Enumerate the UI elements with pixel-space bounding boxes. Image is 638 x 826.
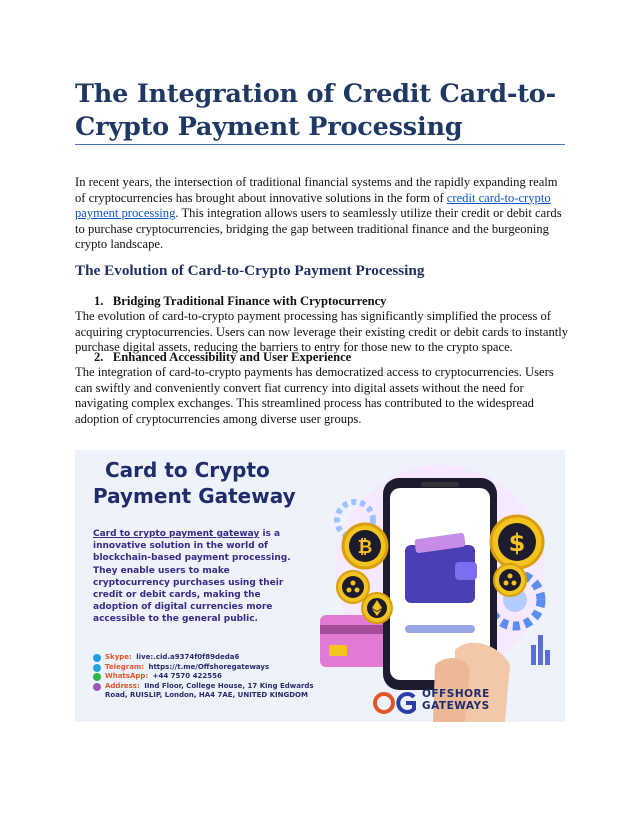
banner-description <box>93 528 308 626</box>
list-heading-text-2: Enhanced Accessibility and User Experience <box>112 350 352 364</box>
whatsapp-icon <box>93 673 101 681</box>
title-underline-rule <box>75 144 565 145</box>
contact-value-skype: live:.cid.a9374f0f89deda6 <box>136 653 240 661</box>
card-to-crypto-banner-image <box>75 450 565 722</box>
ripple-coin-icon-right <box>494 564 526 596</box>
phone-crypto-illustration <box>305 450 565 722</box>
list-item-heading-1 <box>94 294 386 309</box>
title-line-1: The Integration of Credit Card-to- <box>75 79 556 109</box>
offshore-gateways-logo-icon <box>372 691 418 715</box>
list-item-heading-2 <box>94 350 351 365</box>
banner-heading-line-1: Card to Crypto <box>105 458 270 482</box>
contact-key-skype: Skype: <box>105 653 132 661</box>
bar-chart-icon <box>531 645 536 665</box>
contact-value-whatsapp: +44 7570 422556 <box>152 672 222 680</box>
list-number-2: 2. <box>94 350 104 364</box>
dollar-coin-icon <box>491 516 543 568</box>
logo-line-1: OFFSHORE <box>422 688 490 700</box>
bitcoin-coin-icon <box>343 524 387 568</box>
credit-card-to-crypto-link[interactable]: credit card-to-crypto payment processing <box>75 190 551 221</box>
list-number-1: 1. <box>94 294 104 308</box>
list-item-body-1: The evolution of card-to-crypto payment processing has significantly simplified the process of acquiring cryptocurrencies. Users can now leverage their existing credit or debit cards to instantly purchase digital assets, reducing the barriers to entry for those new to the crypto space. <box>75 309 569 355</box>
telegram-icon <box>93 664 101 672</box>
ethereum-coin-icon <box>362 593 392 623</box>
skype-icon <box>93 654 101 662</box>
contact-key-whatsapp: WhatsApp: <box>105 672 149 680</box>
contact-value-telegram: https://t.me/Offshoregateways <box>148 662 270 671</box>
contact-key-telegram: Telegram: <box>105 662 145 671</box>
title-line-2: Crypto Payment Processing <box>75 112 463 142</box>
intro-paragraph <box>75 175 570 253</box>
list-heading-text-1: Bridging Traditional Finance with Cryptocurrency <box>112 294 387 308</box>
location-pin-icon <box>93 683 101 691</box>
banner-heading-line-2: Payment Gateway <box>93 484 296 508</box>
intro-text-after: . This integration allows users to seamlessly utilize their credit or debit cards to purchase cryptocurrencies, bridging the gap between traditional finance and the burgeoning crypto landscape. <box>75 206 562 252</box>
list-item-body-2: The integration of card-to-crypto payments has democratized access to cryptocurrencies. Users can swiftly and conveniently convert fiat currency into digital assets without the need for navigating complex exchanges. This streamlined process has contributed to the widespread adoption of cryptocurrencies among diverse user groups. <box>75 365 554 426</box>
svg-text:₿: ₿ <box>357 537 373 558</box>
contact-value-address: IInd Floor, College House, 17 King Edwards Road, RUISLIP, London, HA4 7AE, UNITED KINGDOM <box>105 681 314 699</box>
ripple-coin-icon-left <box>337 571 369 603</box>
offshore-gateways-logo-text <box>422 688 490 712</box>
logo-line-2: GATEWAYS <box>422 700 490 712</box>
banner-description-rest: is a innovative solution in the world of blockchain-based payment processing. They enable users to make cryptocurrency purchases using their credit or debit cards, making the adoption of digital currencies more accessible to the general public. <box>93 529 291 625</box>
section-heading: The Evolution of Card-to-Crypto Payment Processing <box>75 262 425 279</box>
svg-text:$: $ <box>508 529 526 557</box>
document-title <box>75 78 565 144</box>
intro-text-before: In recent years, the intersection of traditional financial systems and the rapidly expanding realm of cryptocurrencies has brought about innovative solutions in the form of <box>75 175 558 205</box>
contact-key-address: Address: <box>105 681 140 690</box>
banner-description-underlined: Card to crypto payment gateway <box>93 529 260 539</box>
